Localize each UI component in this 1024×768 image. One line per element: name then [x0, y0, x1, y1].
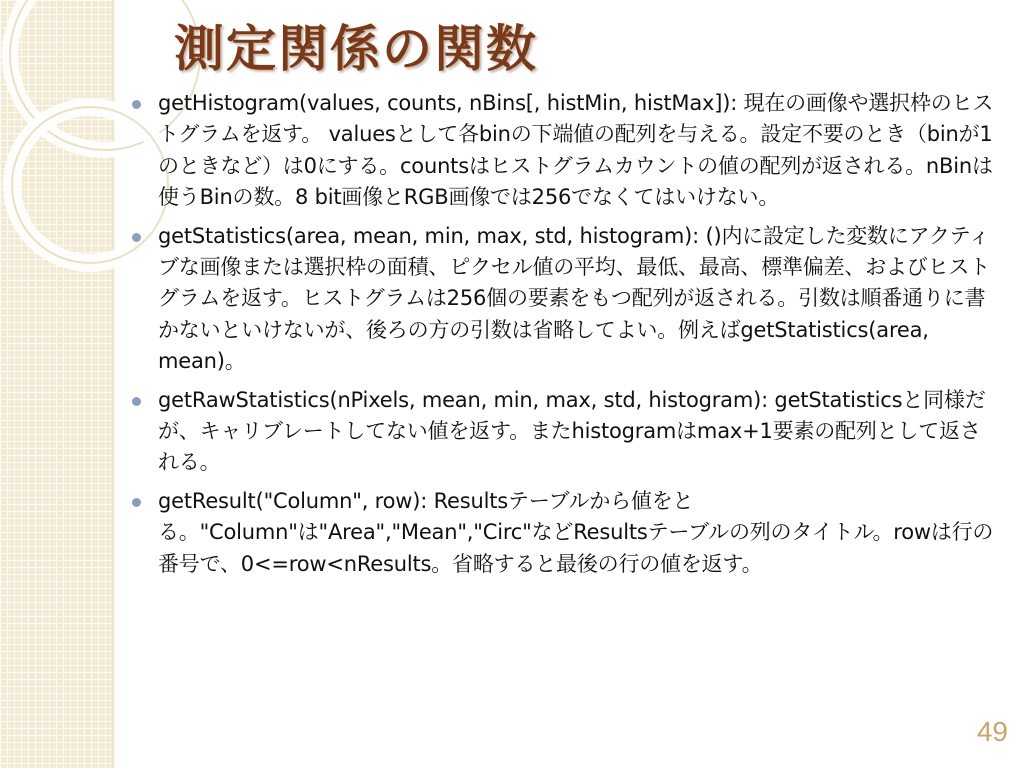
bullet-list — [128, 88, 998, 587]
bullet-item-get-raw-statistics — [128, 385, 998, 479]
page-number: 49 — [976, 716, 1008, 747]
bullet-item-get-histogram — [128, 88, 998, 214]
slide-title: 測定関係の関数 — [174, 20, 538, 78]
bullet-text: getResult("Column", row): Resultsテーブルから値をとる。"Column"は"Area","Mean","Circ"などResultsテーブルの列のタイトル。rowは行の番号で、0<=row<nResults。省略すると最後の行の値を返す。 — [158, 488, 994, 576]
bullet-dot-icon — [132, 100, 141, 109]
bullet-text: getHistogram(values, counts, nBins[, histMin, histMax]): 現在の画像や選択枠のヒストグラムを返す。 valuesとして各binの下端値の配列を与える。設定不要のとき（binが1のときなど）は0にする。countsはヒストグラムカウントの値の配列が返される。nBinは使うBinの数。8 bit画像とRGB画像では256でなくてはいけない。 — [158, 91, 994, 210]
bullet-dot-icon — [132, 397, 141, 406]
bullet-item-get-statistics — [128, 221, 998, 378]
bullet-text: getRawStatistics(nPixels, mean, min, max, std, histogram): getStatisticsと同様だが、キャリブレートしてない値を返す。またhistogramはmax+1要素の配列として返される。 — [158, 387, 986, 475]
bullet-item-get-result — [128, 486, 998, 580]
bullet-dot-icon — [132, 233, 141, 242]
bullet-text: getStatistics(area, mean, min, max, std, histogram): ()内に設定した変数にアクティブな画像または選択枠の面積、ピクセル値の平均、最低、最高、標準偏差、およびヒストグラムを返す。ヒストグラムは256個の要素をもつ配列が返される。引数は順番通りに書かないといけないが、後ろの方の引数は省略してよい。例えばgetStatistics(area, mean)。 — [158, 223, 990, 374]
bullet-dot-icon — [132, 498, 141, 507]
